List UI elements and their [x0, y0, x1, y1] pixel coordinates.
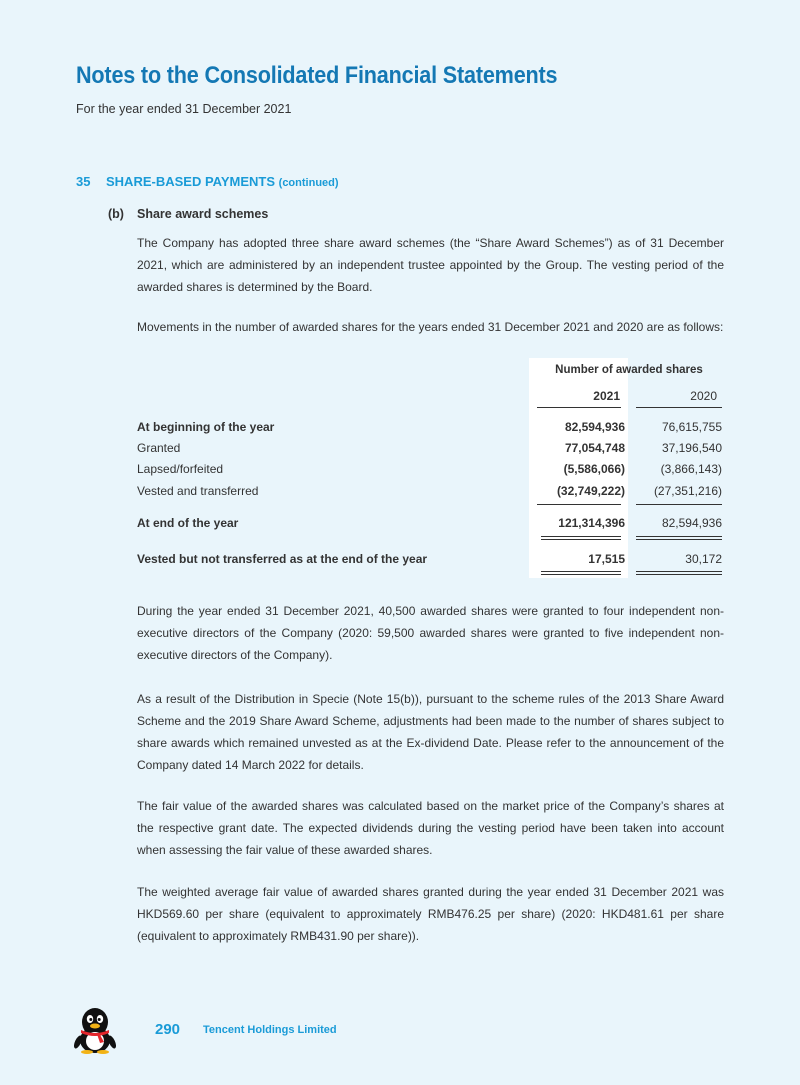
paragraph-schemes: The Company has adopted three share award schemes (the “Share Award Schemes”) as of 31 December 2021, which are administered by an independent trustee appointed by the Group. The vesting period of the awarded shares is determined by the Board.: [137, 236, 724, 294]
table-row: [137, 420, 727, 438]
penguin-icon: [74, 1006, 116, 1054]
vested-double-line-2021-a: [541, 571, 621, 572]
value-2021: 82,594,936: [564, 420, 625, 434]
value-2020: 37,196,540: [661, 441, 722, 455]
header-underline-2020: [636, 407, 722, 408]
vested-double-line-2020-a: [636, 571, 722, 572]
table-row-total: [137, 516, 727, 534]
subtotal-line-2021: [537, 504, 621, 505]
row-label: Vested and transferred: [137, 484, 259, 498]
row-label: Vested but not transferred as at the end of the year: [137, 552, 428, 566]
vested-double-line-2020-b: [636, 574, 722, 575]
total-double-line-2020-b: [636, 539, 722, 540]
value-2020: (3,866,143): [660, 462, 722, 476]
table-group-header: Number of awarded shares: [555, 364, 703, 376]
company-name: Tencent Holdings Limited: [203, 1024, 337, 1036]
section-continued: (continued): [278, 177, 339, 189]
paragraph-directors: During the year ended 31 December 2021, 40,500 awarded shares were granted to four independent non-executive directors of the Company (2020: 59,500 awarded shares were granted to five independent non-executive directors of the Company).: [137, 604, 724, 662]
value-2021: 77,054,748: [564, 441, 625, 455]
table-row: [137, 462, 727, 480]
column-header-2020: 2020: [690, 389, 717, 403]
section-heading: [76, 174, 339, 189]
value-2021: 17,515: [588, 552, 625, 566]
paragraph-weighted-average: The weighted average fair value of awarded shares granted during the year ended 31 December 2021 was HKD569.60 per share (equivalent to approximately RMB476.25 per share) (2020: HKD481.61 per share (equivalent to approximately RMB431.90 per share)).: [137, 885, 724, 943]
value-2020: 82,594,936: [661, 516, 722, 530]
total-double-line-2021-b: [541, 539, 621, 540]
section-title: SHARE-BASED PAYMENTS: [106, 174, 276, 189]
header-underline-2021: [537, 407, 621, 408]
paragraph-distribution: As a result of the Distribution in Specie (Note 15(b)), pursuant to the scheme rules of the 2013 Share Award Scheme and the 2019 Share Award Scheme, adjustments had been made to the number of shares subject to share awards which remained unvested as at the Ex-dividend Date. Please refer to the announcement of the Company dated 14 March 2022 for details.: [137, 692, 724, 772]
vested-double-line-2021-b: [541, 574, 621, 575]
paragraph-movements: Movements in the number of awarded shares for the years ended 31 December 2021 and 2020 are as follows:: [137, 320, 724, 334]
row-label: At end of the year: [137, 516, 239, 530]
subtotal-line-2020: [636, 504, 722, 505]
total-double-line-2021-a: [541, 536, 621, 537]
section-number: 35: [76, 174, 91, 189]
row-label: Granted: [137, 441, 181, 455]
table-row: [137, 441, 727, 459]
total-double-line-2020-a: [636, 536, 722, 537]
subsection-title: Share award schemes: [137, 207, 269, 221]
value-2020: (27,351,216): [653, 484, 722, 498]
value-2021: 121,314,396: [558, 516, 625, 530]
table-row: [137, 484, 727, 502]
value-2020: 30,172: [685, 552, 722, 566]
row-label: At beginning of the year: [137, 420, 275, 434]
subsection-heading: [108, 207, 268, 221]
subsection-label: (b): [108, 207, 124, 221]
page-subtitle: For the year ended 31 December 2021: [76, 102, 292, 116]
value-2020: 76,615,755: [661, 420, 722, 434]
paragraph-fair-value: The fair value of the awarded shares was calculated based on the market price of the Company’s shares at the respective grant date. The expected dividends during the vesting period have been taken into account when assessing the fair value of these awarded shares.: [137, 799, 724, 857]
row-label: Lapsed/forfeited: [137, 462, 224, 476]
page-title: Notes to the Consolidated Financial Statements: [76, 62, 558, 89]
value-2021: (5,586,066): [563, 462, 625, 476]
value-2021: (32,749,222): [556, 484, 625, 498]
page-number: 290: [155, 1021, 181, 1038]
table-row-vested: [137, 552, 727, 570]
column-header-2021: 2021: [593, 389, 620, 403]
